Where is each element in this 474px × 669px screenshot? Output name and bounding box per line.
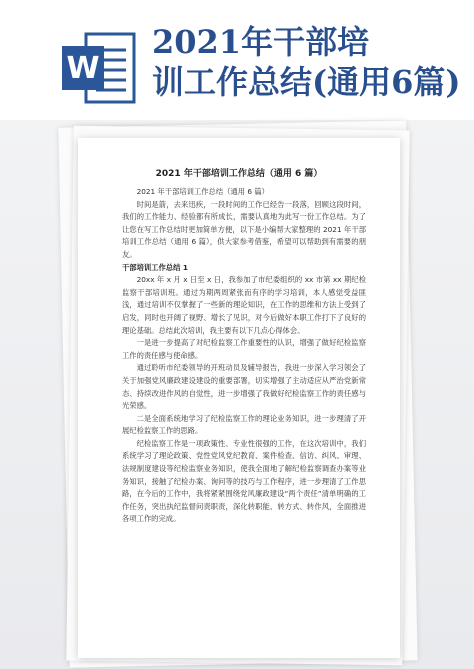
document-page — [78, 138, 400, 658]
document-body — [122, 186, 366, 526]
paragraph: 纪检监察工作是一项政策性、专业性很强的工作，在这次培训中，我们系统学习了理论政策、党性党风党纪教育、案件检查、信访、纠风、审理、法规制度建设等纪检监察业务知识，使我全面地了解纪检监察调查办案等业务知识，接触了纪检办案、询问等的技巧与工作程序，进一步理清了工作思路，在今后的工作中，我将紧紧围绕党风廉政建设“两个责任”清单明确的工作任务，突出执纪监督问责职责，深化转职能、转方式、转作风，全面推进各项工作的完成。 — [122, 438, 366, 524]
paragraph: 二是全面系统地学习了纪检监察工作的理论业务知识，进一步理清了开展纪检监察工作的思路。 — [122, 413, 366, 436]
banner-title-line-1: 2021年干部培 — [152, 23, 370, 61]
paragraph: 通过聆听市纪委领导的开班动员及辅导报告，我进一步深入学习领会了关于加强党风廉政建设建设的重要部署，切实增强了主动适应从严治党新常态、持续改进作风的自觉性，进一步增强了我做好纪检监察工作的责任感与光荣感。 — [122, 363, 366, 411]
paragraph: 20xx 年 x 月 x 日至 x 日，我参加了市纪委组织的 xx 市第 xx 期纪检监察干部培训班。通过为期两周紧张而有序的学习培训，本人感觉受益匪浅，通过培训不仅掌握了一些新的理论知识，在工作的思维和方法上受到了启发，同时也开阔了视野、增长了见识，对今后做好本职工作打下了良好的理论基础。总结此次培训，我主要有以下几点心得体会。 — [122, 275, 366, 335]
word-document-icon — [58, 28, 138, 108]
paragraph: 2021 年干部培训工作总结（通用 6 篇） — [136, 187, 269, 196]
banner-title — [152, 22, 470, 102]
document-title: 2021 年干部培训工作总结（通用 6 篇） — [155, 169, 323, 179]
banner — [0, 0, 474, 135]
section-heading: 干部培训工作总结 1 — [122, 262, 188, 272]
banner-title-line-2: 训工作总结(通用6篇) — [152, 63, 461, 101]
paragraph: 时间是箭，去来迅疾，一段时间的工作已经告一段落，回顾这段时间，我们的工作能力、经验都有所成长，需要认真地为此写一份工作总结。为了让您在写工作总结时更加简单方便，以下是小编帮大家整理的 2021 年干部培训工作总结（通用 6 篇），供大家参考借鉴，希望可以帮助到有需要的朋友。 — [122, 199, 366, 259]
paragraph: 一是进一步提高了对纪检监察工作重要性的认识，增强了做好纪检监察工作的责任感与使命感。 — [122, 338, 366, 360]
word-icon-letter: W — [66, 51, 100, 86]
